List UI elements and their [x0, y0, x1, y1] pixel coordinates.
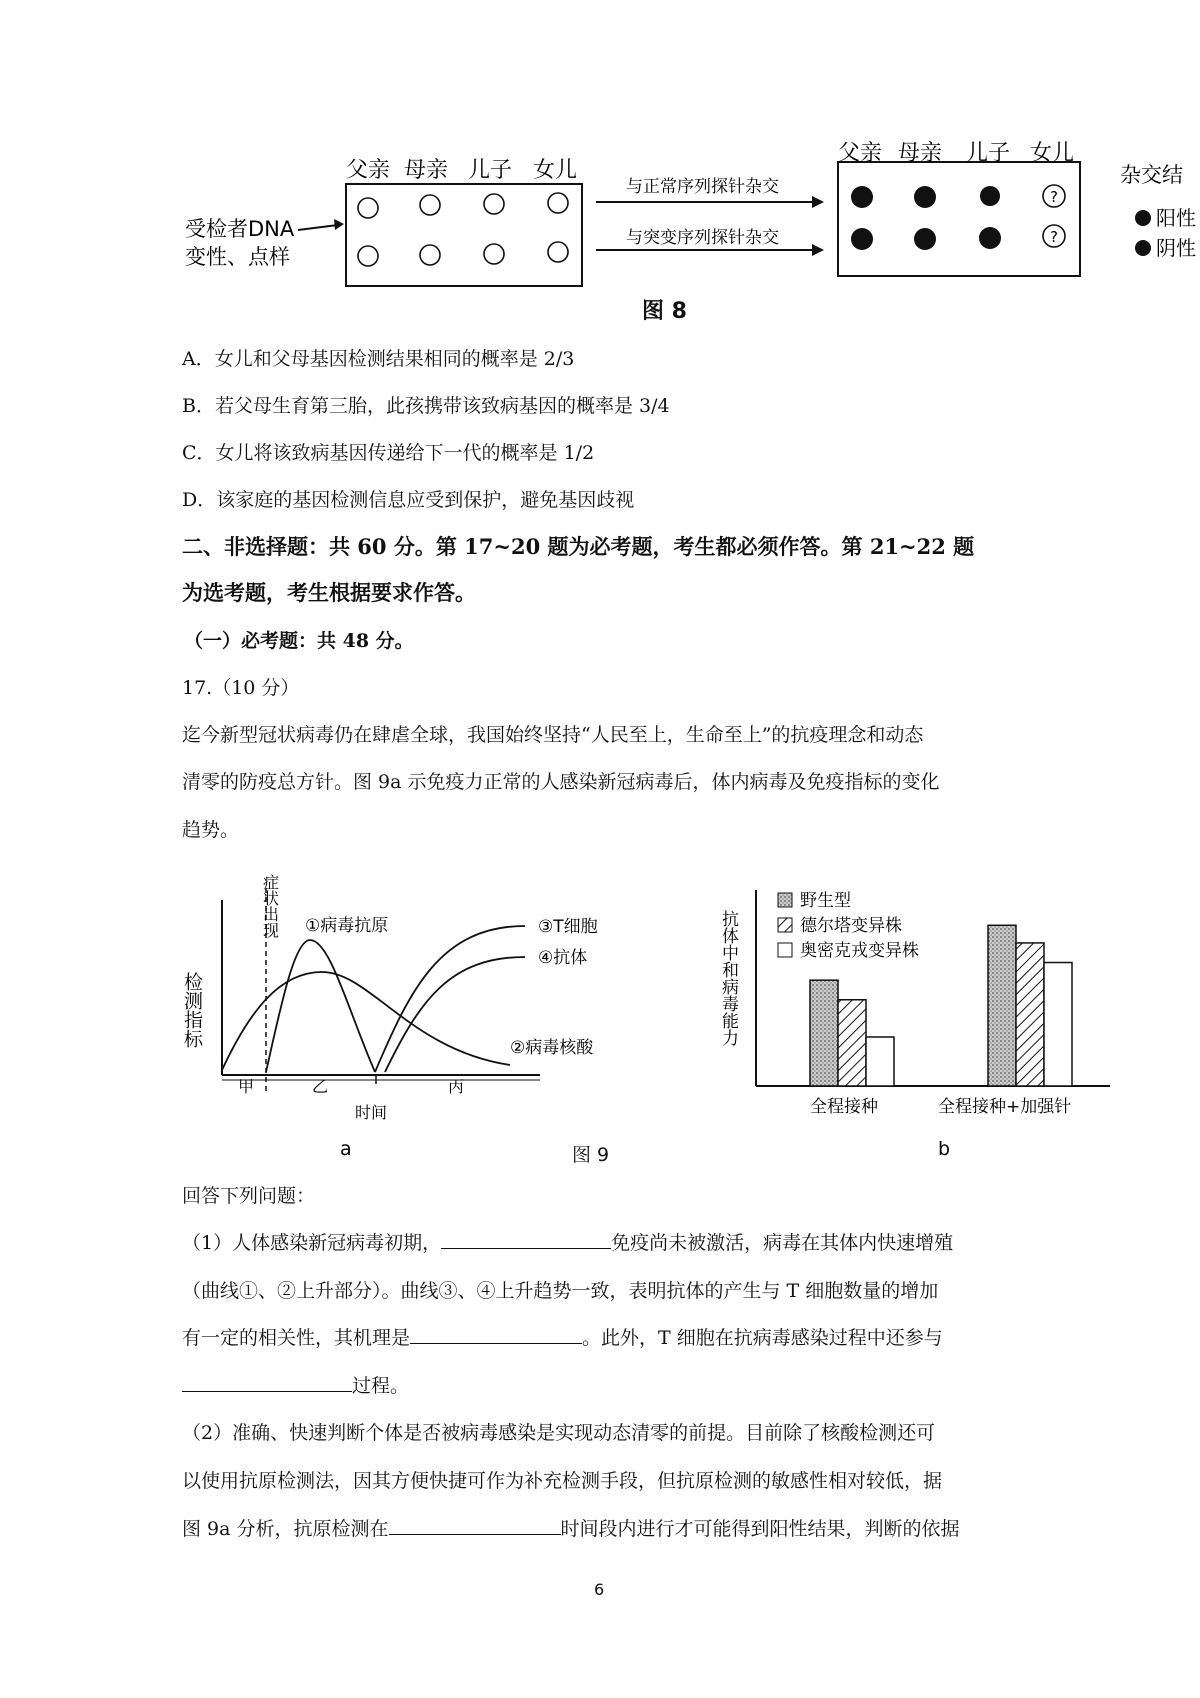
answer-blank-4[interactable]: [389, 1516, 561, 1535]
right-header-mother: 母亲: [898, 141, 943, 166]
required-header: （一）必考题：共 48 分。: [184, 630, 414, 652]
legend-positive: 阳性: [1156, 206, 1196, 230]
fig9a-sub: a: [340, 1138, 352, 1160]
figure-9-caption: 图 9: [572, 1144, 610, 1166]
option-b: B．若父母生育第三胎，此孩携带该致病基因的概率是 3/4: [182, 395, 670, 417]
figure-8: [0, 130, 1200, 330]
bar-delta-full-course: [838, 1000, 866, 1086]
q17-intro-2: 清零的防疫总方针。图 9a 示免疫力正常的人感染新冠病毒后，体内病毒及免疫指标的变化: [182, 771, 940, 793]
q1-line2: （曲线①、②上升部分）。曲线③、④上升趋势一致，表明抗体的产生与 T 细胞数量的增加: [182, 1280, 939, 1302]
period-yi: 乙: [312, 1077, 329, 1096]
fig9b-sub: b: [938, 1138, 951, 1160]
svg-text:?: ?: [1050, 188, 1058, 206]
legend-negative: 阴性: [1156, 236, 1196, 260]
legend-wild-type: 野生型: [800, 891, 851, 911]
period-bing: 丙: [448, 1077, 465, 1096]
bar-wild-type-booster: [988, 925, 1016, 1086]
curve-antigen: [266, 940, 375, 1072]
q2-line3: 图 9a 分析，抗原检测在 时间段内进行才可能得到阳性结果，判断的依据: [182, 1518, 960, 1540]
curve-nucleic-acid: [222, 972, 510, 1070]
legend-title: 杂交结: [1120, 163, 1183, 187]
right-dot-panel: [838, 162, 1080, 276]
svg-text:检测指标: 检测指标: [181, 972, 203, 1048]
section2-heading-line1: 二、非选择题：共 60 分。第 17~20 题为必考题，考生都必须作答。第 21~22 题: [182, 534, 975, 559]
q1-line3: 有一定的相关性，其机理是 。此外，T 细胞在抗病毒感染过程中还参与: [182, 1327, 943, 1349]
answer-blank-1[interactable]: [441, 1230, 611, 1249]
right-header-daughter: 女儿: [1030, 141, 1075, 166]
daughter-unknown-marks: [1043, 185, 1065, 247]
category-full-course: 全程接种: [810, 1097, 878, 1117]
q1-line4: 过程。: [182, 1373, 409, 1399]
arrow-label-mutant: 与突变序列探针杂交: [626, 228, 779, 248]
q17-intro-3: 趋势。: [182, 819, 240, 841]
curve-t-cell: [375, 926, 525, 1072]
period-jia: 甲: [238, 1077, 255, 1096]
q2-line2: 以使用抗原检测法，因其方便快捷可作为补充检测手段，但抗原检测的敏感性相对较低，据: [182, 1470, 943, 1492]
label-t-cell: ③T细胞: [538, 917, 598, 937]
curve-antibody: [385, 957, 525, 1072]
figure-9b-chart: [720, 860, 1120, 1160]
svg-text:?: ?: [1050, 228, 1058, 246]
fig9b-ylabel: 抗体中和病毒能力: [718, 910, 738, 1046]
left-header-father: 父亲: [346, 158, 391, 183]
fig9a-ylabel: [181, 972, 203, 1048]
section2-heading-line2: 为选考题，考生根据要求作答。: [182, 580, 476, 605]
page-number: 6: [594, 1580, 605, 1599]
bar-wild-type-full-course: [810, 980, 838, 1086]
bar-delta-booster: [1016, 943, 1044, 1086]
category-full-course-booster: 全程接种+加强针: [938, 1097, 1072, 1117]
label-antigen: ①病毒抗原: [305, 916, 389, 936]
legend-delta: 德尔塔变异株: [800, 916, 902, 936]
symptom-label: 症状出现: [260, 874, 280, 938]
answer-blank-3[interactable]: [182, 1373, 352, 1392]
q17-header: 17.（10 分）: [182, 677, 300, 699]
label-antibody: ④抗体: [538, 948, 588, 968]
arrow-label-normal: 与正常序列探针杂交: [626, 177, 779, 197]
q17-intro-1: 迄今新型冠状病毒仍在肆虐全球，我国始终坚持“人民至上，生命至上”的抗疫理念和动态: [182, 724, 924, 746]
legend-omicron: 奥密克戎变异株: [800, 941, 919, 961]
right-filled-dots: [851, 186, 1001, 250]
answer-blank-2[interactable]: [410, 1325, 582, 1344]
right-header-son: 儿子: [966, 141, 1011, 166]
figure-8-caption: 图 8: [642, 299, 687, 324]
label-nucleic-acid: ②病毒核酸: [510, 1038, 594, 1058]
option-c: C．女儿将该致病基因传递给下一代的概率是 1/2: [182, 442, 595, 464]
option-d: D．该家庭的基因检测信息应受到保护，避免基因歧视: [182, 489, 635, 511]
right-header-father: 父亲: [838, 141, 883, 166]
figure-9a: [180, 860, 598, 1160]
q2-line1: （2）准确、快速判断个体是否被病毒感染是实现动态清零的前提。目前除了核酸检测还可: [182, 1422, 936, 1444]
left-header-son: 儿子: [468, 158, 513, 183]
fig9a-xlabel: 时间: [355, 1103, 388, 1122]
left-dot-panel: [346, 184, 582, 286]
left-header-mother: 母亲: [404, 158, 449, 183]
left-empty-dots: [358, 193, 568, 266]
option-a: A．女儿和父母基因检测结果相同的概率是 2/3: [182, 348, 575, 370]
left-header-daughter: 女儿: [533, 158, 578, 183]
bar-omicron-booster: [1044, 963, 1072, 1086]
answer-prompt: 回答下列问题：: [182, 1185, 316, 1207]
input-label-denature: 变性、点样: [185, 245, 290, 269]
q1-line1: （1）人体感染新冠病毒初期， 免疫尚未被激活，病毒在其体内快速增殖: [182, 1232, 954, 1254]
bar-omicron-full-course: [866, 1037, 894, 1086]
input-label-dna: 受检者DNA: [185, 217, 295, 241]
